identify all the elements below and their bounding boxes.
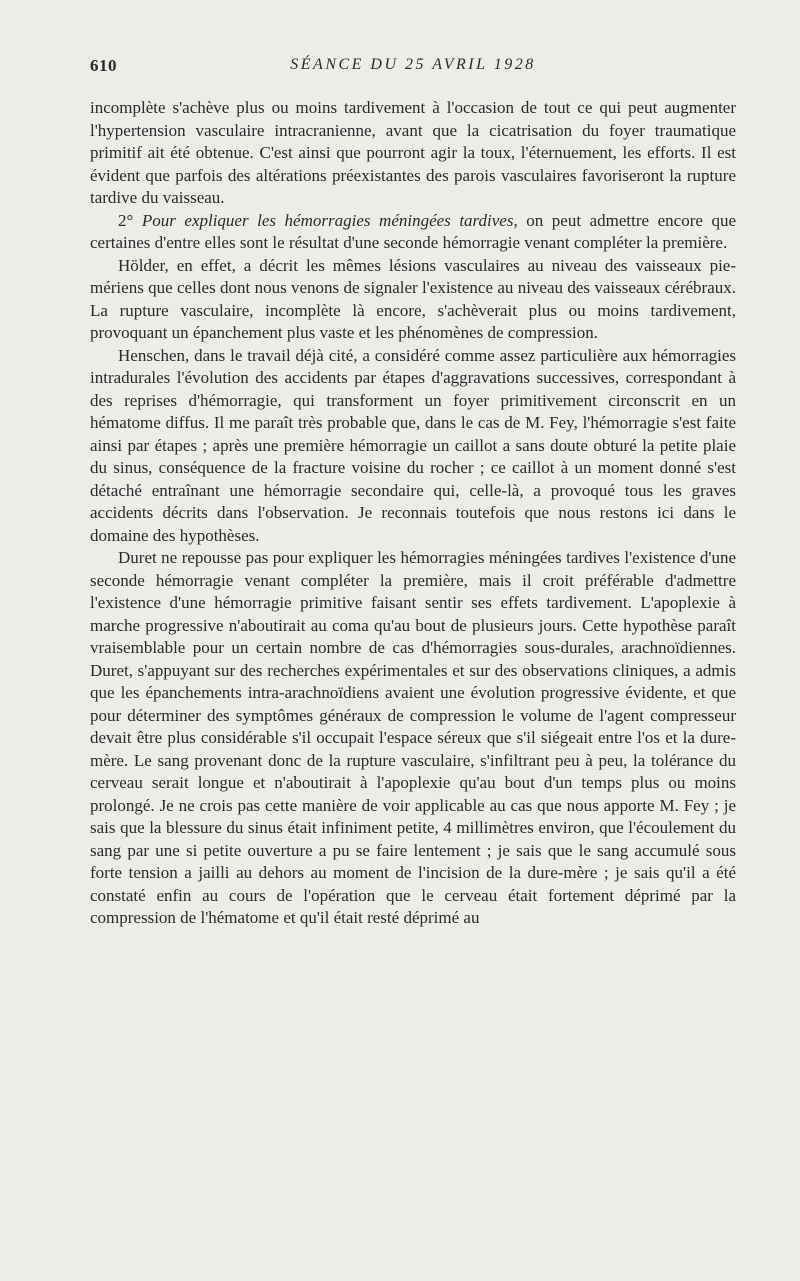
paragraph-text: on peut admettre encore que certaines d'entre elles sont le résultat d'une seconde hémorragie venant compléter la première. — [90, 210, 737, 252]
paragraph-duret — [90, 547, 736, 930]
list-number: 2° — [118, 210, 134, 230]
paragraph-text: Hölder, en effet, a décrit les mêmes lésions vasculaires au niveau des vaisseaux pie-mériens que celles dont nous venons de signaler l'existence au niveau des vaisseaux cérébraux. La rupture vasculaire, incomplète là encore, s'achèverait plus ou moins tardivement, provoquant un épanchement plus vaste et les phénomènes de compression. — [90, 255, 736, 342]
running-title: SÉANCE DU 25 AVRIL 1928 — [290, 56, 536, 73]
paragraph-second-hypothesis — [90, 210, 736, 255]
paragraph-holder — [90, 255, 736, 345]
body-text — [90, 97, 736, 930]
page-number: 610 — [90, 56, 117, 75]
page-header — [90, 56, 736, 80]
paragraph-text: Duret ne repousse pas pour expliquer les hémorragies méningées tardives l'existence d'une seconde hémorragie venant compléter la première, mais il croit préférable d'admettre l'existence d'une hémorragie primitive faisant sentir ses effets tardivement. L'apoplexie à marche progressive n'aboutirait au coma qu'au bout de plusieurs jours. Cette hypothèse paraît vraisemblable pour un certain nombre de cas d'hémorragies sous-durales, arachnoïdiennes. Duret, s'appuyant sur des recherches expérimentales et sur des observations cliniques, a admis que les épanchements intra-arachnoïdiens avaient une évolution progressive évidente, et que pour déterminer des symptômes généraux de compression le volume de l'agent compresseur devait être plus considérable s'il occupait l'espace séreux que s'il siégeait entre l'os et la dure-mère. Le sang provenant donc de la rupture vasculaire, s'infiltrant peu à peu, la tolérance du cerveau serait longue et n'aboutirait à l'apoplexie qu'au bout d'un temps plus ou moins prolongé. Je ne crois pas cette manière de voir applicable au cas que nous apporte M. Fey ; je sais que la blessure du sinus était infiniment petite, 4 millimètres environ, que l'écoulement du sang par une si petite ouverture a pu se faire lentement ; je sais que le sang accumulé sous forte tension a jailli au dehors au moment de l'incision de la dure-mère ; je sais qu'il a été constaté enfin au cours de l'opération que le cerveau était fortement déprimé par la compression de l'hématome et qu'il était resté déprimé au — [90, 548, 736, 927]
paragraph-text: Henschen, dans le travail déjà cité, a considéré comme assez particulière aux hémorragies intradurales l'évolution des accidents par étapes d'aggravations successives, correspondant à des reprises d'hémorragie, qui transforment un foyer primitivement circonscrit en un hématome diffus. Il me paraît très probable que, dans le cas de M. Fey, l'hémorragie s'est faite ainsi par étapes ; après une première hémorragie un caillot a sans doute obturé la petite plaie du sinus, conséquence de la fracture voisine du rocher ; ce caillot à un moment donné s'est détaché entraînant une hémorragie secondaire qui, celle-là, a provoqué tous les graves accidents décrits dans l'observation. Je reconnais toutefois que nous restons ici dans le domaine des hypothèses. — [90, 345, 736, 545]
section-heading: Pour expliquer les hémorragies méningées tardives, — [141, 210, 518, 230]
paragraph-henschen — [90, 345, 736, 548]
paragraph-text: incomplète s'achève plus ou moins tardivement à l'occasion de tout ce qui peut augmenter l'hypertension vasculaire intracranienne, avant que la cicatrisation du foyer traumatique primitif ait été obtenue. C'est ainsi que pourront agir la toux, l'éternuement, les efforts. Il est évident que parfois des altérations préexistantes des parois vasculaires favoriseront la rupture tardive du vaisseau. — [90, 98, 736, 207]
paragraph-continuation — [90, 97, 736, 210]
